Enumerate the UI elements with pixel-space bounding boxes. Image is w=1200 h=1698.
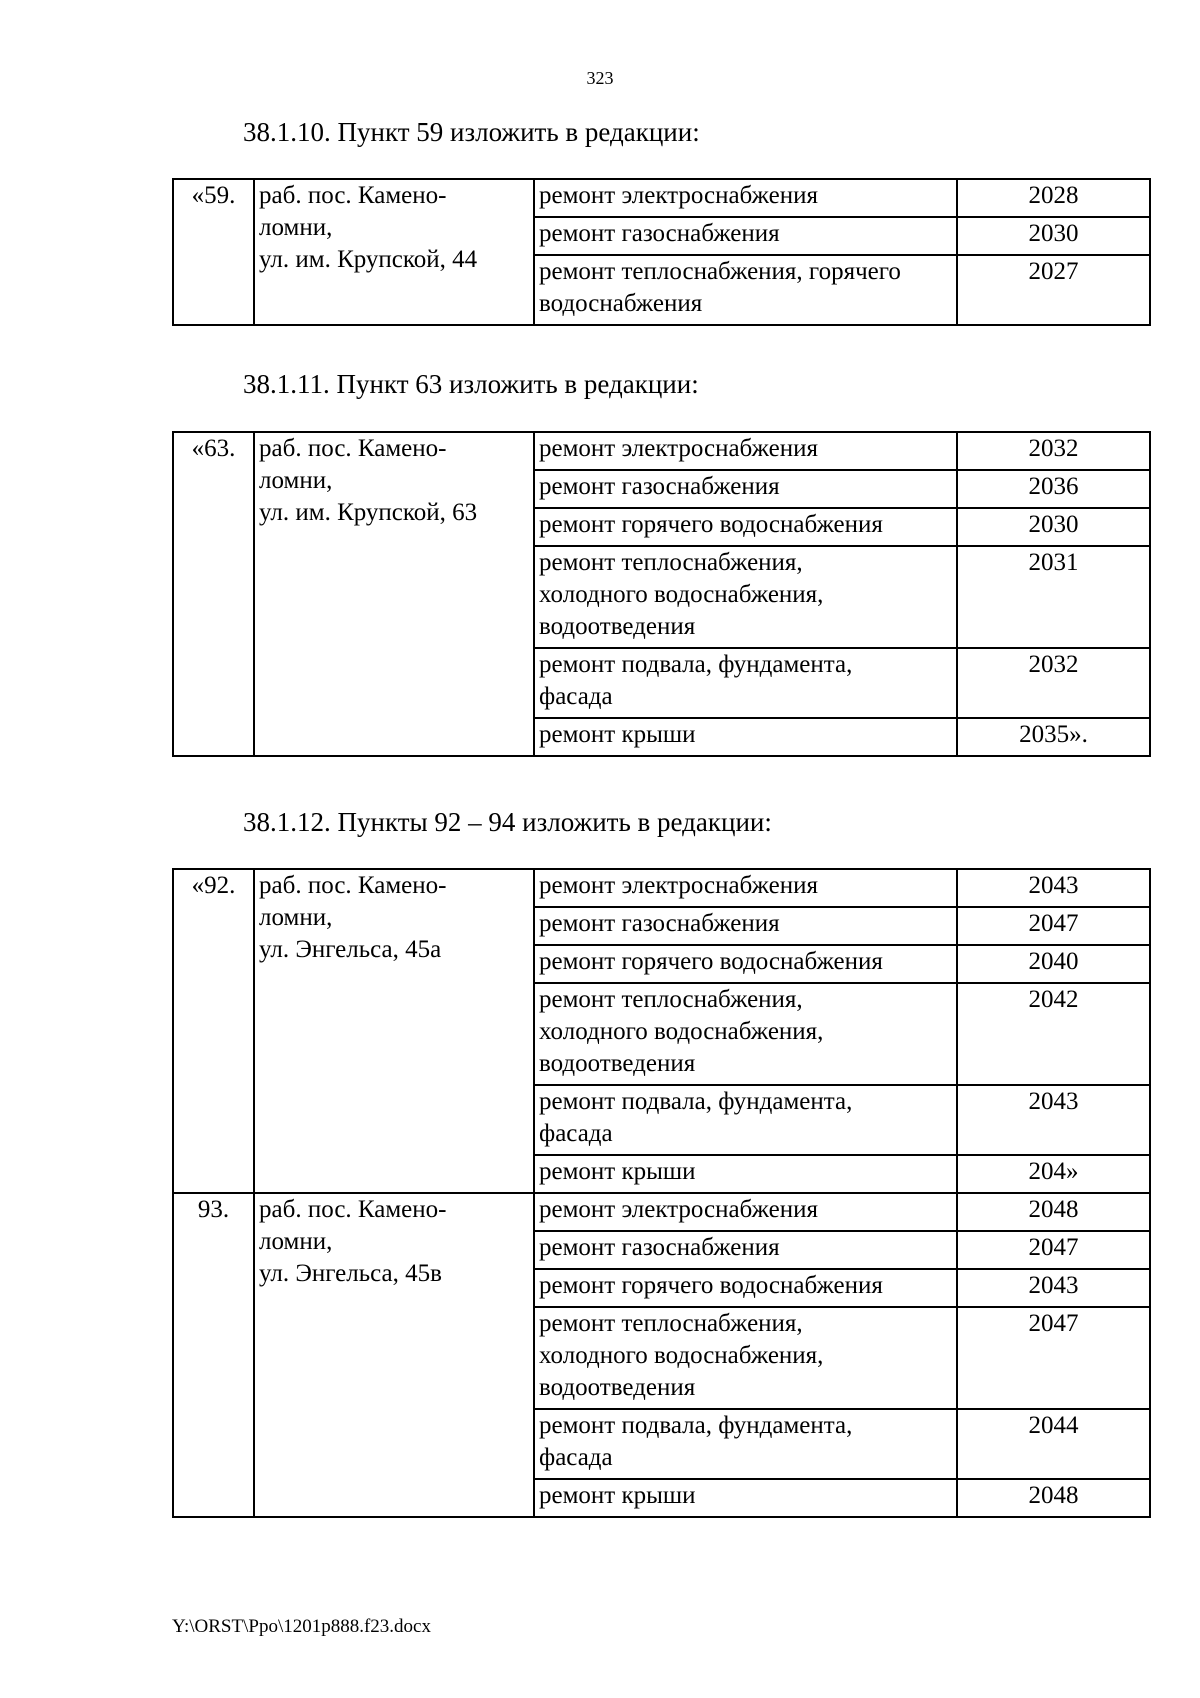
- section-heading-92-94: 38.1.12. Пункты 92 – 94 изложить в редакции:: [243, 807, 772, 837]
- work-type: ремонт электроснабжения: [534, 432, 957, 470]
- page-number: 323: [586, 68, 614, 88]
- work-year: 2032: [957, 648, 1150, 718]
- work-type: ремонт газоснабжения: [534, 907, 957, 945]
- section-heading-63: 38.1.11. Пункт 63 изложить в редакции:: [243, 369, 699, 399]
- work-year: 2040: [957, 945, 1150, 983]
- work-type: ремонт крыши: [534, 1479, 957, 1517]
- table-items-92-94: [172, 868, 1151, 1518]
- table-row: [173, 179, 1150, 217]
- work-year: 2043: [957, 1085, 1150, 1155]
- item-address: раб. пос. Камено- ломни, ул. Энгельса, 45а: [254, 869, 534, 1193]
- work-year: 2030: [957, 217, 1150, 255]
- work-year: 2043: [957, 869, 1150, 907]
- work-type: ремонт электроснабжения: [534, 179, 957, 217]
- work-type: ремонт теплоснабжения, холодного водоснабжения, водоотведения: [534, 546, 957, 648]
- work-type: ремонт подвала, фундамента, фасада: [534, 1409, 957, 1479]
- table-row: [173, 432, 1150, 470]
- item-number: «92.: [173, 869, 254, 1193]
- work-year: 2035».: [957, 718, 1150, 756]
- work-year: 2047: [957, 907, 1150, 945]
- work-type: ремонт подвала, фундамента, фасада: [534, 648, 957, 718]
- work-year: 2048: [957, 1479, 1150, 1517]
- work-year: 2043: [957, 1269, 1150, 1307]
- work-year: 204»: [957, 1155, 1150, 1193]
- table-row: [173, 869, 1150, 907]
- footer-file-path: Y:\ORST\Ppo\1201p888.f23.docx: [172, 1616, 431, 1637]
- work-year: 2030: [957, 508, 1150, 546]
- work-type: ремонт газоснабжения: [534, 217, 957, 255]
- item-number: 93.: [173, 1193, 254, 1517]
- work-type: ремонт горячего водоснабжения: [534, 508, 957, 546]
- work-year: 2047: [957, 1231, 1150, 1269]
- work-year: 2036: [957, 470, 1150, 508]
- item-number: «63.: [173, 432, 254, 756]
- item-address: раб. пос. Камено- ломни, ул. Энгельса, 45в: [254, 1193, 534, 1517]
- section-heading-59: 38.1.10. Пункт 59 изложить в редакции:: [243, 117, 700, 147]
- table-item-59: [172, 178, 1151, 326]
- item-number: «59.: [173, 179, 254, 325]
- table-item-63: [172, 431, 1151, 757]
- item-address: раб. пос. Камено- ломни, ул. им. Крупской, 44: [254, 179, 534, 325]
- work-year: 2048: [957, 1193, 1150, 1231]
- work-year: 2028: [957, 179, 1150, 217]
- work-type: ремонт теплоснабжения, холодного водоснабжения, водоотведения: [534, 1307, 957, 1409]
- work-type: ремонт электроснабжения: [534, 869, 957, 907]
- work-year: 2042: [957, 983, 1150, 1085]
- work-type: ремонт горячего водоснабжения: [534, 945, 957, 983]
- work-type: ремонт горячего водоснабжения: [534, 1269, 957, 1307]
- work-year: 2031: [957, 546, 1150, 648]
- work-type: ремонт газоснабжения: [534, 1231, 957, 1269]
- work-year: 2047: [957, 1307, 1150, 1409]
- work-type: ремонт крыши: [534, 1155, 957, 1193]
- work-year: 2032: [957, 432, 1150, 470]
- work-type: ремонт газоснабжения: [534, 470, 957, 508]
- work-year: 2044: [957, 1409, 1150, 1479]
- work-type: ремонт крыши: [534, 718, 957, 756]
- work-type: ремонт теплоснабжения, холодного водоснабжения, водоотведения: [534, 983, 957, 1085]
- work-type: ремонт электроснабжения: [534, 1193, 957, 1231]
- work-type: ремонт теплоснабжения, горячего водоснабжения: [534, 255, 957, 325]
- item-address: раб. пос. Камено- ломни, ул. им. Крупской, 63: [254, 432, 534, 756]
- table-row: [173, 1193, 1150, 1231]
- work-type: ремонт подвала, фундамента, фасада: [534, 1085, 957, 1155]
- work-year: 2027: [957, 255, 1150, 325]
